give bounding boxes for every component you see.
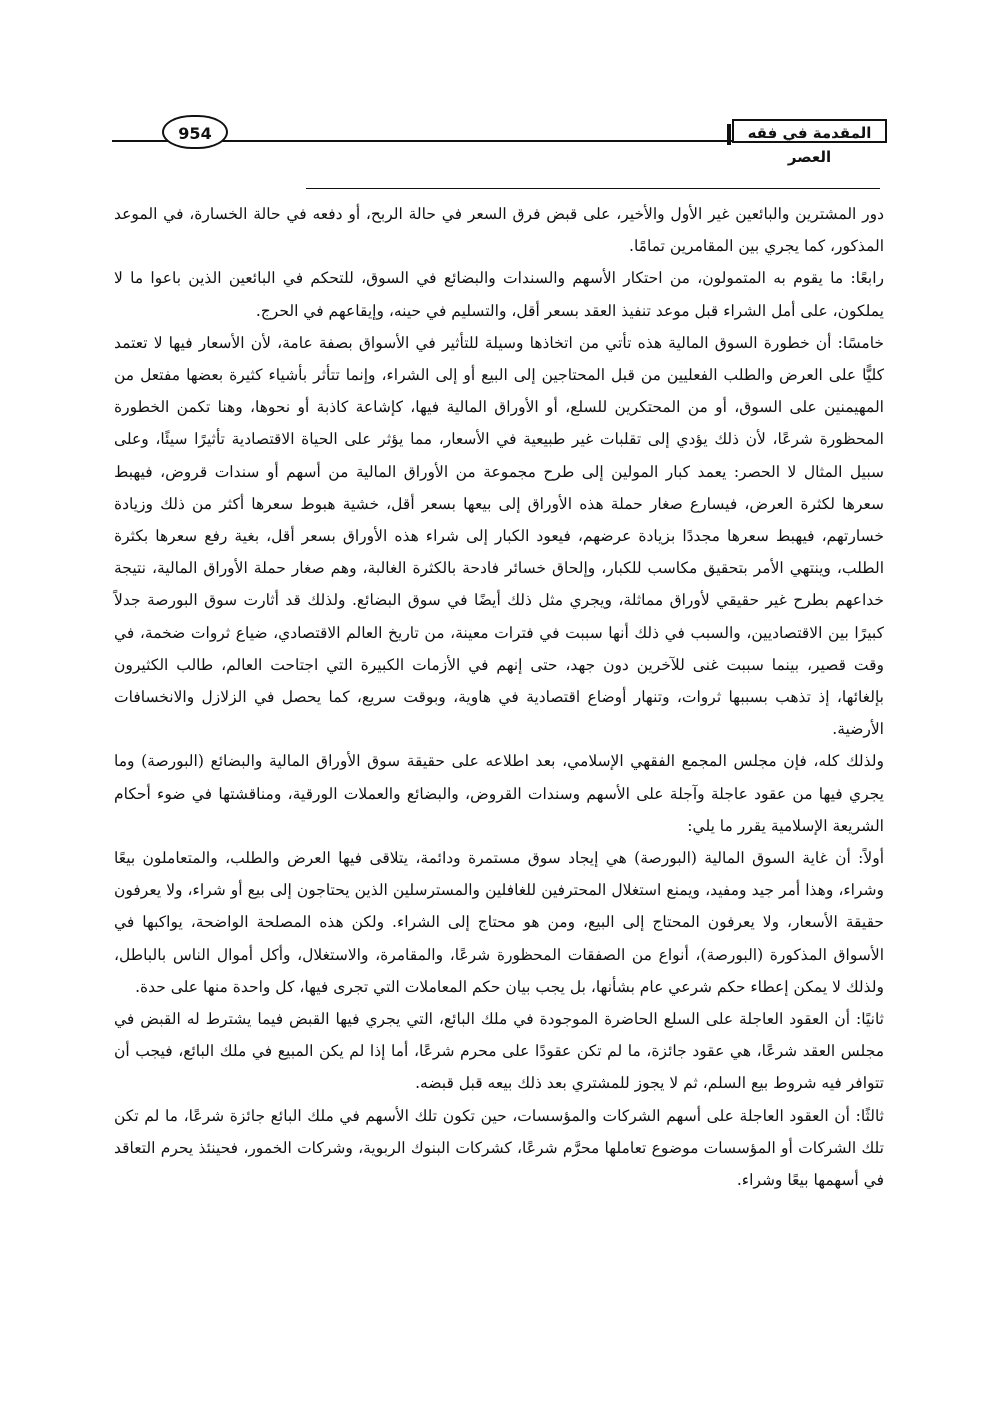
paragraph-first-ruling: أولاً: أن غاية السوق المالية (البورصة) هي إيجاد سوق مستمرة ودائمة، يتلاقى فيها العرض والطلب، والمتعاملون بيعًا وشراء، وهذا أمر جيد ومفيد، ويمنع استغلال المحترفين للغافلين والمسترسلين الذين يحتاجون إلى بيع أو شراء، ولا يعرفون حقيقة الأسعار، ولا يعرفون المحتاج إلى البيع، ومن هو محتاج إلى الشراء. ولكن هذه المصلحة الواضحة، يواكبها في الأسواق المذكورة (البورصة)، أنواع من الصفقات المحظورة شرعًا، والمقامرة، والاستغلال، وأكل أموال الناس بالباطل، ولذلك لا يمكن إعطاء حكم شرعي عام بشأنها، بل يجب بيان حكم المعاملات التي تجرى فيها، كل واحدة منها على حدة. (114, 849, 884, 996)
body-text (114, 198, 884, 1196)
paragraph-fourth: رابعًا: ما يقوم به المتمولون، من احتكار الأسهم والسندات والبضائع في السوق، للتحكم في البائعين الذين باعوا ما لا يملكون، على أمل الشراء قبل موعد تنفيذ العقد بسعر أقل، والتسليم في حينه، وإيقاعهم في الحرج. (114, 269, 884, 320)
paragraph-continuation: دور المشترين والبائعين غير الأول والأخير، على قبض فرق السعر في حالة الربح، أو دفعه في حالة الخسارة، في الموعد المذكور، كما يجري بين المقامرين تمامًا. (114, 205, 884, 256)
paragraph-resolution-intro: ولذلك كله، فإن مجلس المجمع الفقهي الإسلامي، بعد اطلاعه على حقيقة سوق الأوراق المالية والبضائع (البورصة) وما يجري فيها من عقود عاجلة وآجلة على الأسهم وسندات القروض، والبضائع والعملات الورقية، ومناقشتها في ضوء أحكام الشريعة الإسلامية يقرر ما يلي: (114, 752, 884, 835)
content-divider (306, 188, 880, 189)
paragraph-second-ruling: ثانيًا: أن العقود العاجلة على السلع الحاضرة الموجودة في ملك البائع، التي يجري فيها القبض فيما يشترط له القبض في مجلس العقد شرعًا، هي عقود جائزة، ما لم تكن عقودًا على محرم شرعًا، أما إذا لم يكن المبيع في ملك البائع، فيجب أن تتوافر فيه شروط بيع السلم، ثم لا يجوز للمشتري بعد ذلك بيعه قبل قبضه. (114, 1010, 884, 1093)
paragraph-third-ruling: ثالثًا: أن العقود العاجلة على أسهم الشركات والمؤسسات، حين تكون تلك الأسهم في ملك البائع جائزة شرعًا، ما لم تكن تلك الشركات أو المؤسسات موضوع تعاملها محرَّم شرعًا، كشركات البنوك الربوية، وشركات الخمور، فحينئذ يحرم التعاقد في أسهمها بيعًا وشراء. (114, 1106, 884, 1190)
page-header (112, 113, 887, 166)
page-number: 954 (162, 115, 228, 149)
paragraph-fifth: خامسًا: أن خطورة السوق المالية هذه تأتي من اتخاذها وسيلة للتأثير في الأسواق بصفة عامة، لأن الأسعار فيها لا تعتمد كليًّا على العرض والطلب الفعليين من قبل المحتاجين إلى البيع أو إلى الشراء، وإنما تتأثر بأشياء كثيرة بعضها مفتعل من المهيمنين على السوق، أو من المحتكرين للسلع، أو الأوراق المالية فيها، كإشاعة كاذبة أو نحوها، وهنا تكمن الخطورة المحظورة شرعًا، لأن ذلك يؤدي إلى تقلبات غير طبيعية في الأسعار، مما يؤثر على الحياة الاقتصادية تأثيرًا سيئًا، وعلى سبيل المثال لا الحصر: يعمد كبار المولين إلى طرح مجموعة من الأوراق المالية من أسهم أو سندات قروض، فيهبط سعرها لكثرة العرض، فيسارع صغار حملة هذه الأوراق إلى بيعها بسعر أقل، خشية هبوط سعرها أكثر من ذلك وزيادة خسارتهم، فيهبط سعرها مجددًا بزيادة عرضهم، فيعود الكبار إلى شراء هذه الأوراق بسعر أقل، بغية رفع سعرها بكثرة الطلب، وينتهي الأمر بتحقيق مكاسب للكبار، وإلحاق خسائر فادحة بالكثرة الغالبة، وهم صغار حملة الأوراق المالية، نتيجة خداعهم بطرح غير حقيقي لأوراق مماثلة، ويجري مثل ذلك أيضًا في سوق البضائع. ولذلك قد أثارت سوق البورصة جدلاً كبيرًا بين الاقتصاديين، والسبب في ذلك أنها سببت في فترات معينة، من تاريخ العالم الاقتصادي، ضياع ثروات ضخمة، في وقت قصير، بينما سببت غنى للآخرين دون جهد، حتى إنهم في الأزمات الكبيرة التي اجتاحت العالم، طالب الكثيرون بإلغائها، إذ تذهب بسببها ثروات، وتنهار أوضاع اقتصادية في هاوية، وبوقت سريع، كما يحصل في الزلازل والانخسافات الأرضية. (114, 333, 884, 739)
book-title: المقدمة في فقه العصر (732, 119, 887, 143)
